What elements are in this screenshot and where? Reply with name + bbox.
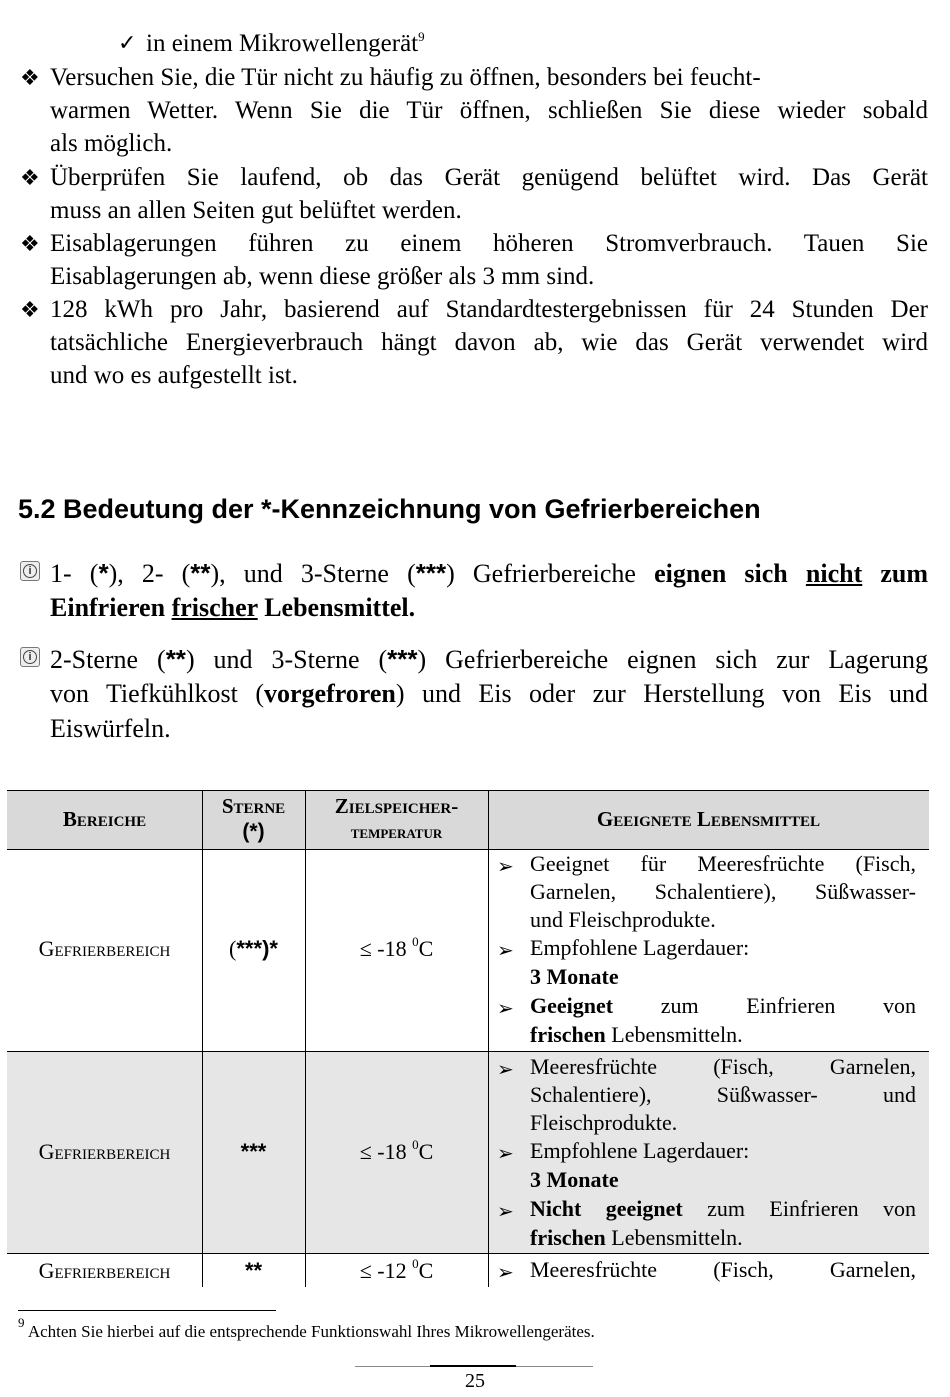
row-2-stars: *** <box>240 1139 267 1164</box>
arrow-bullet-icon: ➢ <box>497 1199 514 1223</box>
header-bereiche: Bereiche <box>62 807 147 831</box>
bullet-4-line-3: und wo es aufgestellt ist. <box>50 362 298 389</box>
column-divider <box>488 790 489 1287</box>
row-3-stars: ** <box>244 1258 263 1283</box>
page-number-rule-accent <box>430 1365 516 1367</box>
footnote-text: Achten Sie hierbei auf die entsprechende Funktionswahl Ihres Mikrowellengerätes. <box>27 1322 595 1341</box>
row-2-food-l4: Empfohlene Lagerdauer: <box>530 1138 750 1163</box>
freezer-table <box>7 790 929 1290</box>
footnote <box>18 1315 595 1342</box>
footnote-ref: 9 <box>418 29 425 44</box>
bold-underlined-text: frischer <box>171 593 258 622</box>
row-2-food-l7 <box>530 1225 743 1251</box>
star-mark: *** <box>236 936 263 961</box>
row-1-food-l1: Geeignet für Meeresfrüchte (Fisch, <box>530 851 916 876</box>
text: ), und 3-Sterne ( <box>210 559 416 588</box>
arrow-bullet-icon: ➢ <box>497 1057 514 1081</box>
column-divider <box>202 790 203 1287</box>
check-item-text: in einem Mikrowellengerät <box>146 30 419 57</box>
diamond-bullet-icon: ❖ <box>20 66 40 91</box>
info-icon-label: i <box>23 650 37 664</box>
row-2-food-l1: Meeresfrüchte (Fisch, Garnelen, <box>530 1054 916 1079</box>
info-icon <box>20 647 40 667</box>
arrow-bullet-icon: ➢ <box>497 938 514 962</box>
arrow-bullet-icon: ➢ <box>497 854 514 878</box>
bullet-3-line-1: Eisablagerungen führen zu einem höheren Stromverbrauch. Tauen Sie <box>50 230 928 257</box>
header-temperatur <box>305 793 488 845</box>
star-mark: * <box>98 558 109 588</box>
header-temp-l1: Zielspeicher- <box>334 794 459 818</box>
page-number: 25 <box>465 1370 485 1392</box>
bold-text: Nicht geeignet <box>530 1196 683 1221</box>
row-3-temp <box>305 1258 488 1284</box>
header-sterne-l2: (*) <box>242 820 265 843</box>
diamond-bullet-icon: ❖ <box>20 232 40 257</box>
star-mark: ** <box>165 644 186 674</box>
row-1-temp <box>305 936 488 962</box>
footnote-number: 9 <box>18 1315 25 1330</box>
row-2-food-l5: 3 Monate <box>530 1167 619 1192</box>
info-icon-label: i <box>23 564 37 578</box>
check-icon: ✓ <box>118 31 137 56</box>
star-mark: ** <box>190 558 211 588</box>
bullet-2-line-1: Überprüfen Sie laufend, ob das Gerät genügend belüftet wird. Das Gerät <box>50 164 928 191</box>
row-3-food-l1: Meeresfrüchte (Fisch, Garnelen, <box>530 1257 916 1282</box>
bullet-2-line-2: muss an allen Seiten gut belüftet werden. <box>50 197 462 224</box>
text: C <box>418 1139 434 1164</box>
text: ) Gefrierbereiche <box>446 559 636 588</box>
arrow-bullet-icon: ➢ <box>497 1141 514 1165</box>
text: ) und 3-Sterne ( <box>185 645 388 674</box>
text: Lebensmitteln. <box>611 1022 743 1047</box>
row-1-food-l6 <box>530 993 916 1019</box>
row-divider <box>7 1051 929 1052</box>
text: ) Gefrierbereiche eignen sich zur Lagerung <box>417 645 928 674</box>
row-2-food-l2: Schalentiere), Süßwasser- und <box>530 1082 916 1107</box>
star-mark: *** <box>387 644 418 674</box>
diamond-bullet-icon: ❖ <box>20 298 40 323</box>
row-2-temp <box>305 1139 488 1165</box>
row-1-food-l2: Garnelen, Schalentiere), Süßwasser- <box>530 879 916 904</box>
text: ( <box>229 936 237 961</box>
degree-sup: 0 <box>412 934 419 949</box>
section-heading: 5.2 Bedeutung der *-Kennzeichnung von Gefrierbereichen <box>18 494 761 524</box>
info-2-line-3: Eiswürfeln. <box>50 714 171 743</box>
bullet-1-line-2: warmen Wetter. Wenn Sie die Tür öffnen, schließen Sie diese wieder sobald <box>50 97 928 124</box>
text: ) und Eis oder zur Herstellung von Eis und <box>395 679 928 708</box>
bold-text: frischen <box>530 1022 606 1047</box>
text: Lebensmitteln. <box>611 1225 743 1250</box>
bold-text: Einfrieren <box>50 593 166 622</box>
header-sterne-l1: Sterne <box>221 794 286 818</box>
text: ≤ -18 <box>359 1139 413 1164</box>
star-mark: *** <box>415 558 447 588</box>
diamond-bullet-icon: ❖ <box>20 166 40 191</box>
text: ≤ -12 <box>359 1258 413 1283</box>
row-2-area: Gefrierbereich <box>38 1139 171 1164</box>
text: C <box>418 936 434 961</box>
info-2-line-2 <box>50 679 928 709</box>
text: ), 2- ( <box>108 559 191 588</box>
text: 1- ( <box>50 559 99 588</box>
footnote-rule <box>18 1310 276 1311</box>
row-divider <box>7 1253 929 1254</box>
header-temp-l2: temperatur <box>350 822 443 842</box>
bold-underlined-text: nicht <box>805 559 863 588</box>
text: 2-Sterne ( <box>50 645 166 674</box>
row-1-food-l3: und Fleischprodukte. <box>530 907 716 932</box>
bold-text: Lebensmittel. <box>264 593 416 622</box>
header-lebensmittel: Geeignete Lebensmittel <box>596 807 821 831</box>
info-icon <box>20 561 40 581</box>
info-2-line-1 <box>50 644 928 675</box>
text: von Tiefkühlkost ( <box>50 679 264 708</box>
bullet-4-line-2: tatsächliche Energieverbrauch hängt davon ab, wie das Gerät verwendet wird <box>50 329 928 356</box>
bold-text: vorgefroren <box>263 679 396 708</box>
info-1-line-2 <box>50 593 415 623</box>
bullet-3-line-2: Eisablagerungen ab, wenn diese größer als 3 mm sind. <box>50 263 595 290</box>
star-mark: )* <box>262 936 278 961</box>
arrow-bullet-icon: ➢ <box>497 996 514 1020</box>
column-divider <box>305 790 306 1287</box>
text: zum Einfrieren von <box>707 1196 917 1221</box>
row-1-area: Gefrierbereich <box>38 936 171 961</box>
header-sterne <box>202 793 305 845</box>
row-1-food-l5: 3 Monate <box>530 964 619 989</box>
bullet-4-line-1: 128 kWh pro Jahr, basierend auf Standardtestergebnissen für 24 Stunden Der <box>50 296 928 323</box>
text: ≤ -18 <box>359 936 413 961</box>
row-2-food-l6 <box>530 1196 916 1222</box>
text: C <box>418 1258 434 1283</box>
info-1-line-1 <box>50 558 928 589</box>
check-item <box>146 30 425 58</box>
bullet-1-line-3: als möglich. <box>50 130 173 157</box>
bold-text: Geeignet <box>530 993 614 1018</box>
arrow-bullet-icon: ➢ <box>497 1260 514 1284</box>
bold-text: frischen <box>530 1225 606 1250</box>
bullet-1-line-1 <box>50 64 928 92</box>
bold-text: eignen sich <box>654 559 788 588</box>
bold-text: zum <box>880 559 929 588</box>
degree-sup: 0 <box>412 1137 419 1152</box>
bullet-text: Versuchen Sie, die Tür nicht zu häufig zu öffnen, besonders bei feucht- <box>50 64 761 91</box>
row-2-food-l3: Fleischprodukte. <box>530 1110 678 1135</box>
row-1-food-l7 <box>530 1022 743 1048</box>
row-1-stars <box>202 936 305 962</box>
degree-sup: 0 <box>412 1256 419 1271</box>
text: zum Einfrieren von <box>660 993 916 1018</box>
row-1-food-l4: Empfohlene Lagerdauer: <box>530 935 750 960</box>
row-3-area: Gefrierbereich <box>38 1258 171 1283</box>
